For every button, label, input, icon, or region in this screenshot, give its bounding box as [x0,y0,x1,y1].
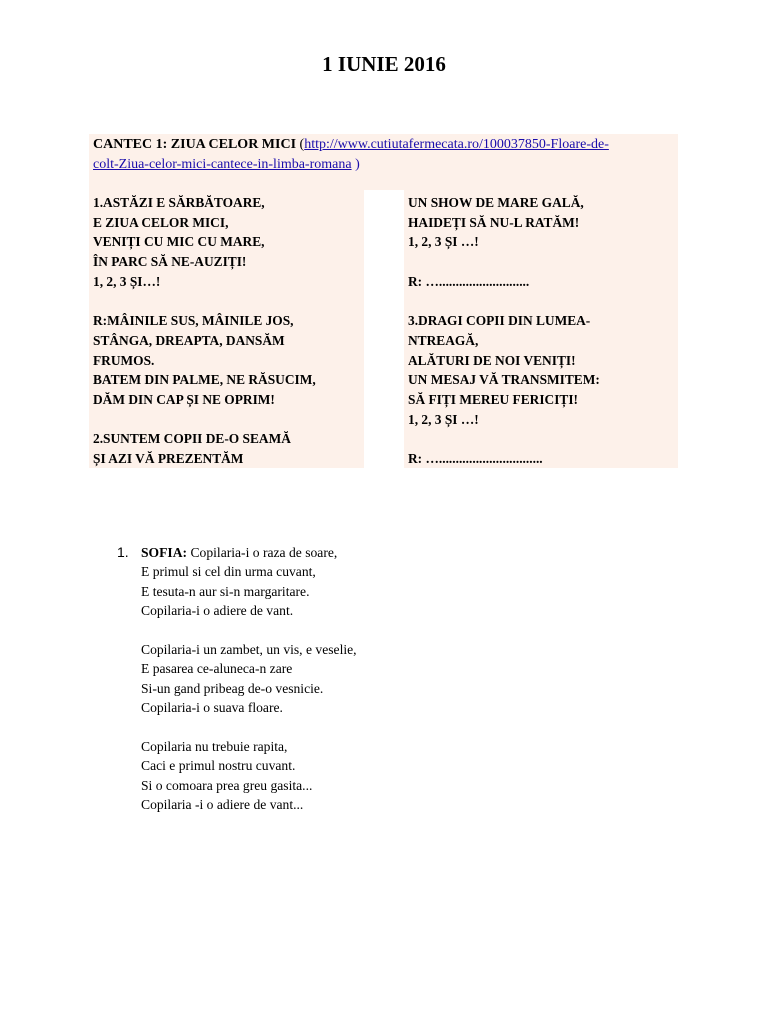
lyric-line [93,292,363,312]
song-link-part1[interactable]: http://www.cutiutafermecata.ro/100037850-Floare-de- [304,137,609,152]
lyric-line: R: …............................... [408,451,543,467]
lyric-line [93,410,363,430]
lyric-line [408,252,676,272]
lyric-line: NTREAGĂ, [408,332,479,348]
song-header-text [93,135,675,175]
lyric-line: ALĂTURI DE NOI VENIȚI! [408,352,576,368]
song-link-part2[interactable]: colt-Ziua-celor-mici-cantece-in-limba-romana [93,157,352,172]
poem-first-line [141,543,601,562]
song-lyrics-left [93,193,363,469]
song-table [89,134,678,468]
lyric-line: VENIȚI CU MIC CU MARE, [93,234,265,250]
poem-line: E tesuta-n aur si-n margaritare. [141,583,310,599]
lyric-line: R:MÂINILE SUS, MÂINILE JOS, [93,313,294,329]
lyric-line: R: …........................... [408,273,530,289]
lyric-line: 3.DRAGI COPII DIN LUMEA- [408,313,591,329]
lyric-line [408,292,676,312]
poem-line: Caci e primul nostru cuvant. [141,758,296,774]
lyric-line: HAIDEȚI SĂ NU-L RATĂM! [408,214,580,230]
lyric-line: ȘI AZI VĂ PREZENTĂM [93,451,244,467]
poem-line [141,621,601,640]
paren-close: ) [355,157,360,172]
lyric-line: STÂNGA, DREAPTA, DANSĂM [93,332,285,348]
lyric-line: UN SHOW DE MARE GALĂ, [408,195,584,210]
poem-line: Si o comoara prea greu gasita... [141,777,313,793]
lyric-line: 1.ASTĂZI E SĂRBĂTOARE, [93,195,265,210]
poem-line: Copilaria-i o adiere de vant. [141,603,294,619]
lyric-line: 1, 2, 3 ȘI …! [408,234,479,250]
poem-line: E pasarea ce-aluneca-n zare [141,661,293,677]
lyric-line: 2.SUNTEM COPII DE-O SEAMĂ [93,431,291,447]
song-title: CANTEC 1: ZIUA CELOR MICI [93,137,297,152]
lyric-line: ÎN PARC SĂ NE-AUZIȚI! [93,254,247,270]
poem-line: E primul si cel din urma cuvant, [141,564,316,580]
poem-line: Copilaria nu trebuie rapita, [141,739,288,755]
paren-open: ( [299,137,305,152]
poem-line [141,718,601,737]
poem-line-text: Copilaria-i o raza de soare, [187,545,338,560]
lyric-line: 1, 2, 3 ȘI…! [93,273,161,289]
lyric-line: UN MESAJ VĂ TRANSMITEM: [408,372,600,388]
song-header [89,134,678,190]
lyric-line: BATEM DIN PALME, NE RĂSUCIM, [93,372,316,388]
list-number: 1. [117,544,129,560]
poem-body [141,543,601,815]
poem-line: Copilaria-i un zambet, un vis, e veselie, [141,642,357,658]
poem-line: Copilaria-i o suava floare. [141,700,283,716]
lyric-line: 1, 2, 3 ȘI …! [408,411,479,427]
page-title: 1 IUNIE 2016 [322,52,446,76]
lyric-line: FRUMOS. [93,352,155,368]
poem-line: Copilaria -i o adiere de vant... [141,797,304,813]
speaker-name: SOFIA: [141,545,188,560]
song-lyrics-right [408,193,676,469]
lyric-line: DĂM DIN CAP ȘI NE OPRIM! [93,392,275,408]
poem-line: Si-un gand pribeag de-o vesnicie. [141,680,324,696]
lyric-line: SĂ FIȚI MEREU FERICIȚI! [408,392,579,407]
lyric-line: E ZIUA CELOR MICI, [93,214,229,230]
song-column-right [404,190,678,468]
song-column-left [89,190,364,468]
lyric-line [408,429,676,449]
